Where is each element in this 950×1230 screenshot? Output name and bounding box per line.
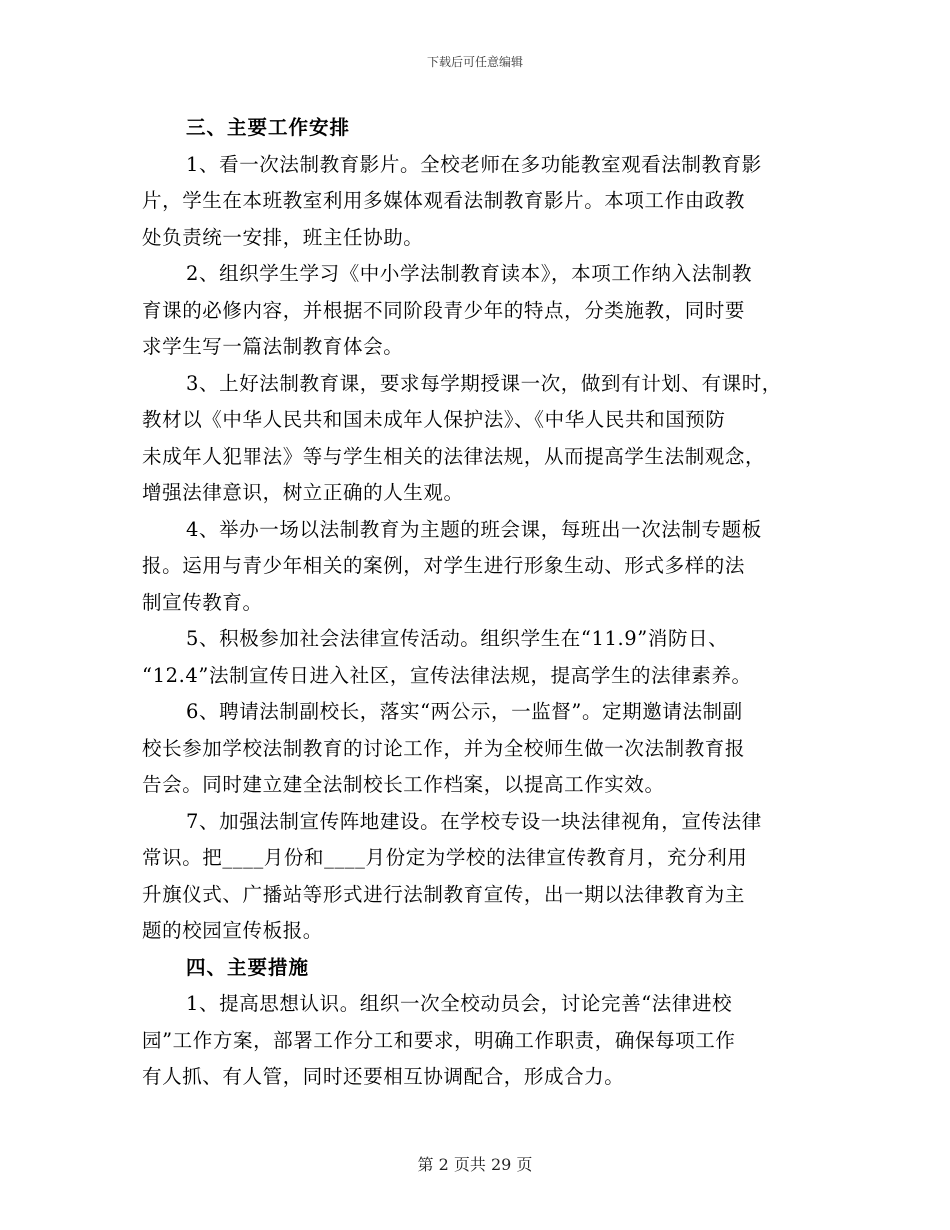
- paragraph-line: 告会。同时建立建全法制校长工作档案，以提高工作实效。: [142, 773, 665, 796]
- paragraph-line: 片，学生在本班教室利用多媒体观看法制教育影片。本项工作由政教: [142, 189, 746, 212]
- page-header: 下载后可任意编辑: [426, 55, 523, 69]
- paragraph-line: 处负责统一安排，班主任协助。: [142, 225, 424, 249]
- paragraph-line: 求学生写一篇法制教育体会。: [142, 335, 404, 358]
- paragraph-line: 未成年人犯罪法》等与学生相关的法律法规，从而提高学生法制观念，: [142, 444, 766, 468]
- section-heading-4: 四、主要措施: [186, 955, 310, 979]
- paragraph-line: 增强法律意识，树立正确的人生观。: [142, 481, 464, 504]
- paragraph-line: 题的校园宣传板报。: [142, 919, 323, 942]
- page-footer: 第 2 页共 29 页: [417, 1155, 533, 1174]
- paragraph-line: 4、举办一场以法制教育为主题的班会课，每班出一次法制专题板: [186, 517, 762, 541]
- paragraph-line: 升旗仪式、广播站等形式进行法制教育宣传，出一期以法律教育为主: [142, 882, 746, 906]
- paragraph-line: 2、组织学生学习《中小学法制教育读本》，本项工作纳入法制教: [186, 262, 753, 285]
- paragraph-line: 园”工作方案，部署工作分工和要求，明确工作职责，确保每项工作: [142, 1028, 736, 1052]
- document-body: [142, 110, 822, 1096]
- paragraph-line: 有人抓、有人管，同时还要相互协调配合，形成合力。: [142, 1065, 625, 1088]
- paragraph-line: 5、积极参加社会法律宣传活动。组织学生在“11.9”消防日、: [186, 627, 729, 650]
- paragraph-line: 教材以《中华人民共和国未成年人保护法》、《中华人民共和国预防: [142, 408, 726, 431]
- paragraph-line: 1、提高思想认识。组织一次全校动员会，讨论完善“法律进校: [186, 992, 733, 1015]
- paragraph-line: 3、上好法制教育课，要求每学期授课一次，做到有计划、有课时，: [186, 371, 782, 395]
- section-heading-3: 三、主要工作安排: [186, 116, 351, 139]
- paragraph-line: 报。运用与青少年相关的案例，对学生进行形象生动、形式多样的法: [142, 554, 746, 577]
- paragraph-line: 校长参加学校法制教育的讨论工作，并为全校师生做一次法制教育报: [142, 736, 746, 760]
- paragraph-line: 7、加强法制宣传阵地建设。在学校专设一块法律视角，宣传法律: [186, 809, 762, 833]
- paragraph-line: “12.4”法制宣传日进入社区，宣传法律法规，提高学生的法律素养。: [142, 663, 752, 687]
- paragraph-line: 常识。把____月份和____月份定为学校的法律宣传教育月，充分利用: [142, 846, 748, 869]
- paragraph-line: 1、看一次法制教育影片。全校老师在多功能教室观看法制教育影: [186, 152, 762, 176]
- paragraph-line: 制宣传教育。: [142, 590, 263, 614]
- paragraph-line: 6、聘请法制副校长，落实“两公示，一监督”。定期邀请法制副: [186, 700, 743, 723]
- paragraph-line: 育课的必修内容，并根据不同阶段青少年的特点，分类施教，同时要: [142, 298, 746, 322]
